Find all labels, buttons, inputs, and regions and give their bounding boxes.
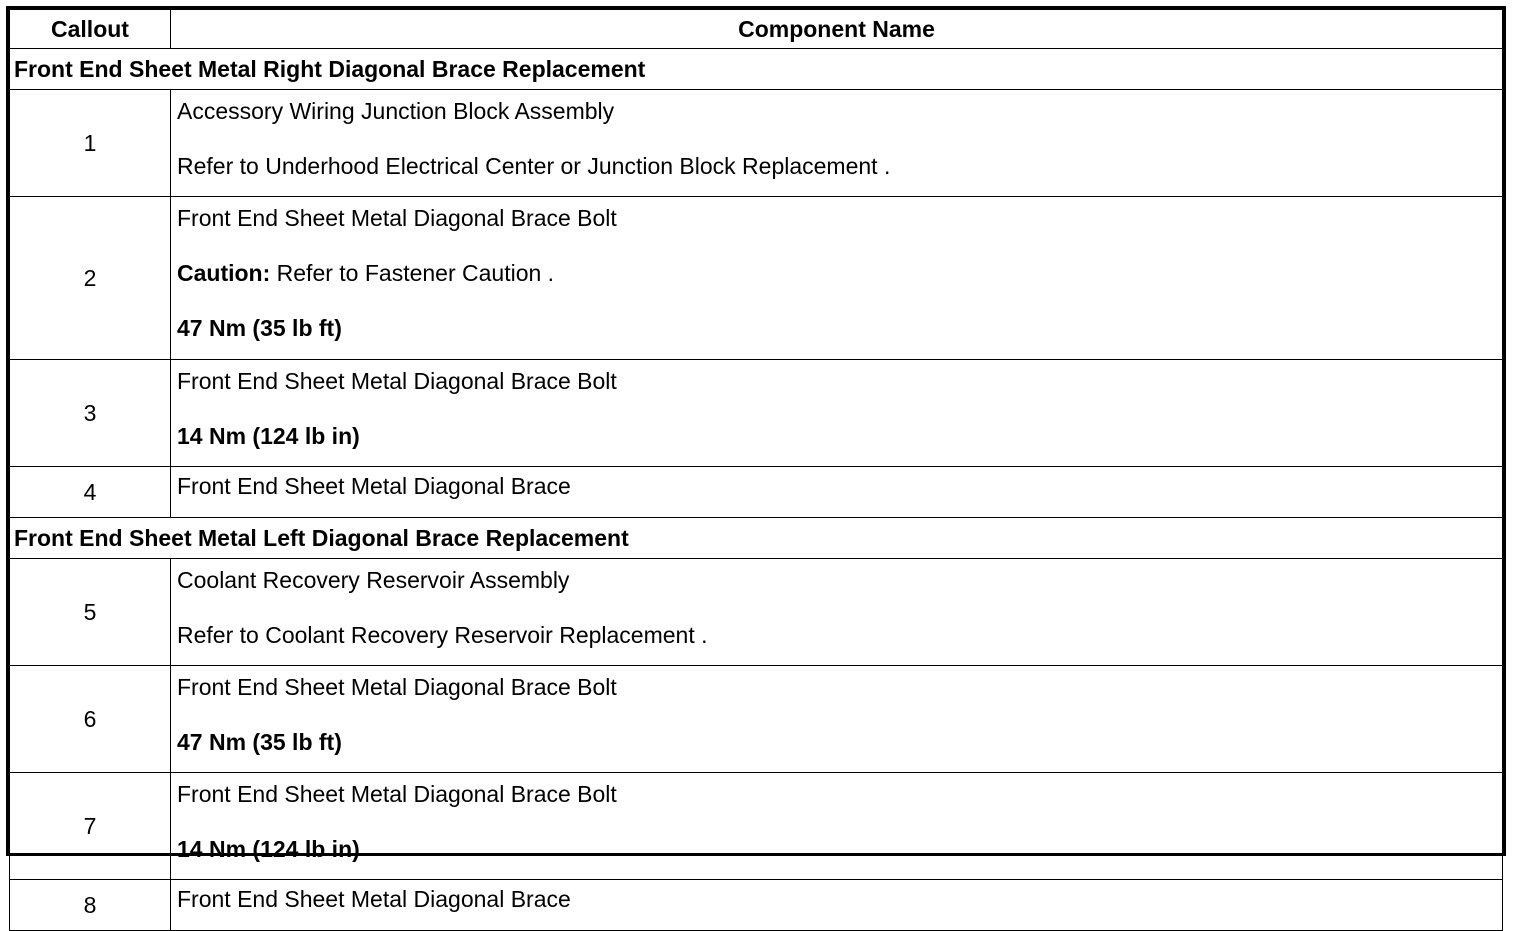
table-row <box>10 880 1503 931</box>
callout-column-header: Callout <box>10 10 171 49</box>
table-row <box>10 197 1503 360</box>
component-cell <box>171 880 1503 931</box>
component-name: Front End Sheet Metal Diagonal Brace <box>177 886 571 912</box>
callout-number: 4 <box>10 467 171 518</box>
component-cell <box>171 666 1503 773</box>
callout-number: 8 <box>10 880 171 931</box>
torque-spec: 14 Nm (124 lb in) <box>177 423 360 449</box>
component-cell <box>171 467 1503 518</box>
component-table-frame <box>6 6 1506 918</box>
table-row <box>10 666 1503 773</box>
component-cell <box>171 197 1503 360</box>
component-name: Front End Sheet Metal Diagonal Brace <box>177 473 571 499</box>
callout-number: 7 <box>10 773 171 880</box>
component-cell <box>171 360 1503 467</box>
section-row <box>10 49 1503 90</box>
caution-note <box>177 260 1496 286</box>
component-cell <box>171 559 1503 666</box>
component-name: Front End Sheet Metal Diagonal Brace Bolt <box>177 781 617 807</box>
torque-spec: 14 Nm (124 lb in) <box>177 836 360 862</box>
component-cell <box>171 90 1503 197</box>
callout-number: 1 <box>10 90 171 197</box>
component-name: Accessory Wiring Junction Block Assembly <box>177 98 615 124</box>
caution-text: Refer to Fastener Caution . <box>270 260 555 286</box>
component-name: Coolant Recovery Reservoir Assembly <box>177 567 570 593</box>
section-title-left-brace: Front End Sheet Metal Left Diagonal Brace Replacement <box>10 518 1503 559</box>
component-table <box>9 9 1503 931</box>
reference-note: Refer to Underhood Electrical Center or Junction Block Replacement . <box>177 153 891 179</box>
table-row <box>10 773 1503 880</box>
reference-note: Refer to Coolant Recovery Reservoir Replacement . <box>177 622 708 648</box>
callout-number: 2 <box>10 197 171 360</box>
component-name: Front End Sheet Metal Diagonal Brace Bolt <box>177 674 617 700</box>
torque-spec: 47 Nm (35 lb ft) <box>177 729 342 755</box>
table-row <box>10 467 1503 518</box>
component-name: Front End Sheet Metal Diagonal Brace Bolt <box>177 368 617 394</box>
torque-spec: 47 Nm (35 lb ft) <box>177 315 342 341</box>
section-row <box>10 518 1503 559</box>
component-name-column-header: Component Name <box>171 10 1503 49</box>
callout-number: 3 <box>10 360 171 467</box>
callout-number: 6 <box>10 666 171 773</box>
caution-label: Caution: <box>177 260 271 286</box>
table-row <box>10 360 1503 467</box>
component-cell <box>171 773 1503 880</box>
header-row <box>10 10 1503 49</box>
table-row <box>10 90 1503 197</box>
table-row <box>10 559 1503 666</box>
section-title-right-brace: Front End Sheet Metal Right Diagonal Brace Replacement <box>10 49 1503 90</box>
component-name: Front End Sheet Metal Diagonal Brace Bolt <box>177 205 617 231</box>
callout-number: 5 <box>10 559 171 666</box>
